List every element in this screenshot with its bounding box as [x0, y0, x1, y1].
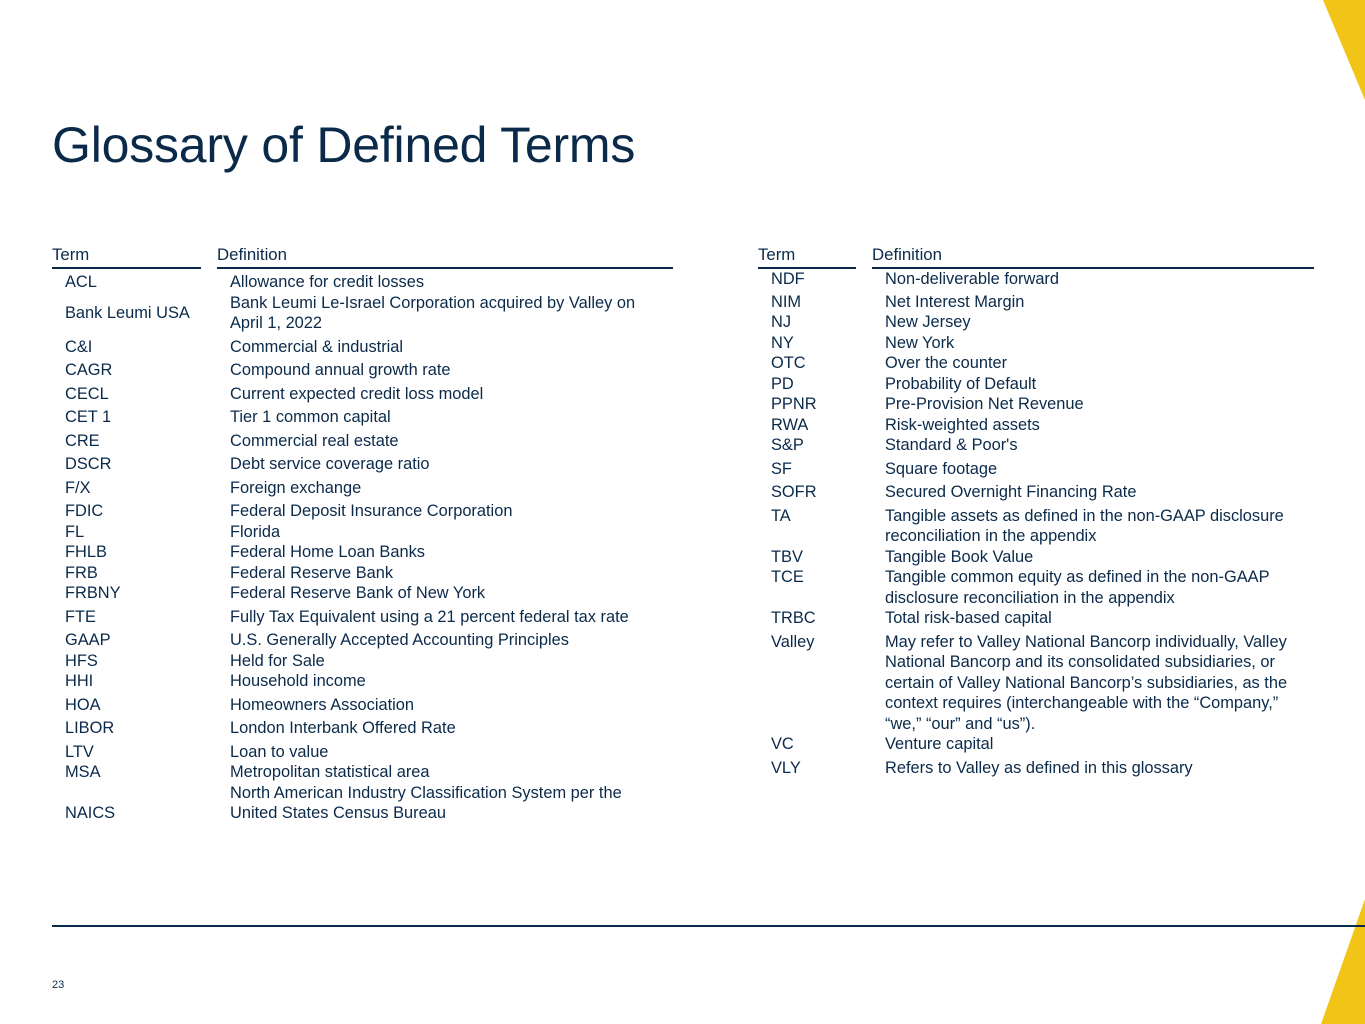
definition-cell: Fully Tax Equivalent using a 21 percent federal tax rate — [230, 607, 629, 626]
glossary-row-hoa — [52, 692, 673, 716]
term-cell: TBV — [771, 547, 803, 566]
term-cell: FHLB — [65, 543, 107, 561]
glossary-row-hhi — [52, 671, 673, 692]
definition-cell: New York — [885, 333, 955, 352]
glossary-row-fx — [52, 475, 673, 499]
term-cell: TA — [771, 506, 791, 525]
term-column-header: Term — [52, 245, 201, 269]
term-cell: GAAP — [65, 631, 111, 649]
term-cell: SF — [771, 459, 792, 478]
definition-cell: Over the counter — [885, 354, 1008, 372]
definition-cell: Risk-weighted assets — [885, 415, 1040, 434]
term-cell: HHI — [65, 672, 94, 690]
term-cell: HOA — [65, 695, 101, 714]
accent-corner-top — [1323, 0, 1365, 100]
glossary-row-fhlb — [52, 542, 673, 563]
definition-cell: Federal Home Loan Banks — [230, 543, 425, 561]
glossary-row-otc — [758, 353, 1314, 374]
glossary-table-left — [52, 245, 673, 824]
footer-divider — [52, 925, 1365, 927]
glossary-row-ta — [758, 503, 1314, 547]
term-cell: SOFR — [771, 483, 817, 501]
term-cell: VC — [771, 735, 794, 753]
glossary-row-cre — [52, 428, 673, 452]
term-cell: NAICS — [65, 804, 116, 822]
term-cell: FRB — [65, 563, 98, 582]
definition-cell: North American Industry Classification System per the United States Census Bureau — [230, 783, 622, 822]
glossary-row-fl — [52, 522, 673, 543]
definition-cell: Pre-Provision Net Revenue — [885, 395, 1084, 413]
glossary-row-sf — [758, 456, 1314, 480]
term-cell: CRE — [65, 431, 100, 450]
term-cell: CET 1 — [65, 408, 112, 426]
definition-cell: Held for Sale — [230, 651, 325, 670]
glossary-row-cecl — [52, 381, 673, 405]
glossary-row-pd — [758, 374, 1314, 395]
glossary-row-cagr — [52, 357, 673, 381]
glossary-row-tbv — [758, 547, 1314, 568]
glossary-row-gaap — [52, 627, 673, 651]
table-header — [758, 245, 1314, 269]
term-cell: FDIC — [65, 502, 104, 520]
definition-cell: Standard & Poor's — [885, 436, 1018, 454]
definition-cell: Compound annual growth rate — [230, 361, 451, 379]
definition-cell: Allowance for credit losses — [230, 273, 425, 291]
definition-cell: New Jersey — [885, 313, 971, 331]
definition-cell: Current expected credit loss model — [230, 384, 484, 403]
definition-cell: London Interbank Offered Rate — [230, 719, 456, 737]
definition-cell: Debt service coverage ratio — [230, 455, 430, 473]
term-cell: ACL — [65, 273, 97, 291]
term-cell: PD — [771, 374, 794, 393]
definition-cell: Tangible Book Value — [885, 547, 1034, 566]
glossary-row-cet1 — [52, 404, 673, 428]
glossary-row-acl — [52, 269, 673, 293]
definition-cell: Refers to Valley as defined in this glossary — [885, 758, 1193, 777]
definition-cell: Square footage — [885, 459, 998, 478]
term-cell: OTC — [771, 354, 806, 372]
term-cell: CAGR — [65, 361, 113, 379]
term-cell: C&I — [65, 337, 93, 356]
term-cell: RWA — [771, 415, 809, 434]
definition-cell: Federal Reserve Bank — [230, 563, 394, 582]
definition-cell: Loan to value — [230, 742, 329, 761]
term-cell: FTE — [65, 607, 96, 626]
definition-cell: Homeowners Association — [230, 695, 415, 714]
glossary-row-msa — [52, 762, 673, 783]
term-cell: VLY — [771, 758, 801, 777]
term-cell: HFS — [65, 651, 98, 670]
glossary-row-ny — [758, 333, 1314, 354]
glossary-row-fdic — [52, 498, 673, 522]
glossary-row-vly — [758, 755, 1314, 779]
definition-cell: Total risk-based capital — [885, 609, 1052, 627]
term-cell: NY — [771, 333, 794, 352]
term-column-header: Term — [758, 245, 856, 269]
page-number: 23 — [52, 979, 65, 991]
glossary-table-right — [758, 245, 1314, 778]
glossary-row-naics — [52, 783, 673, 824]
glossary-row-bank-leumi-usa — [52, 293, 673, 334]
glossary-row-valley — [758, 629, 1314, 735]
term-cell: NDF — [771, 270, 805, 288]
definition-cell: Foreign exchange — [230, 478, 362, 497]
definition-cell: Tangible common equity as defined in the non-GAAP disclosure reconciliation in the appendix — [885, 568, 1270, 607]
term-cell: LTV — [65, 742, 94, 761]
glossary-row-nim — [758, 292, 1314, 313]
term-cell: Bank Leumi USA — [65, 303, 190, 322]
definition-cell: U.S. Generally Accepted Accounting Principles — [230, 631, 569, 649]
glossary-row-rwa — [758, 415, 1314, 436]
definition-cell: Net Interest Margin — [885, 292, 1025, 311]
accent-corner-bottom — [1321, 899, 1365, 1024]
glossary-row-c-and-i — [52, 334, 673, 358]
glossary-row-vc — [758, 734, 1314, 755]
glossary-row-s-and-p — [758, 435, 1314, 456]
glossary-row-frb — [52, 563, 673, 584]
glossary-row-frbny — [52, 583, 673, 604]
definition-cell: May refer to Valley National Bancorp individually, Valley National Bancorp and its consolidated subsidiaries, or certain of Valley National Bancorp’s subsidiaries, as the context requires (interchangeable with the “Company,” “we,” “our” and “us”). — [885, 632, 1288, 733]
glossary-row-hfs — [52, 651, 673, 672]
definition-column-header: Definition — [872, 245, 1314, 269]
glossary-row-ppnr — [758, 394, 1314, 415]
definition-cell: Federal Deposit Insurance Corporation — [230, 502, 513, 520]
glossary-row-libor — [52, 715, 673, 739]
glossary-row-ltv — [52, 739, 673, 763]
definition-cell: Non-deliverable forward — [885, 270, 1060, 288]
term-cell: MSA — [65, 763, 101, 781]
term-cell: NIM — [771, 292, 802, 311]
definition-cell: Commercial real estate — [230, 431, 399, 450]
definition-cell: Commercial & industrial — [230, 337, 404, 356]
term-cell: LIBOR — [65, 719, 115, 737]
definition-cell: Secured Overnight Financing Rate — [885, 483, 1137, 501]
term-cell: DSCR — [65, 455, 112, 473]
term-cell: TCE — [771, 568, 804, 586]
term-cell: S&P — [771, 436, 804, 454]
definition-cell: Tangible assets as defined in the non-GAAP disclosure reconciliation in the appendix — [885, 506, 1284, 545]
definition-cell: Metropolitan statistical area — [230, 763, 430, 781]
definition-cell: Florida — [230, 522, 281, 541]
term-cell: F/X — [65, 478, 91, 497]
term-cell: Valley — [771, 632, 815, 651]
page-title: Glossary of Defined Terms — [52, 117, 636, 173]
definition-cell: Tier 1 common capital — [230, 408, 391, 426]
definition-cell: Probability of Default — [885, 374, 1037, 393]
term-cell: TRBC — [771, 609, 816, 627]
definition-cell: Bank Leumi Le-Israel Corporation acquired by Valley on April 1, 2022 — [230, 293, 636, 332]
term-cell: FRBNY — [65, 584, 121, 602]
glossary-row-sofr — [758, 479, 1314, 503]
definition-column-header: Definition — [217, 245, 673, 269]
definition-cell: Household income — [230, 672, 366, 690]
table-header — [52, 245, 673, 269]
term-cell: FL — [65, 522, 85, 541]
glossary-row-nj — [758, 312, 1314, 333]
glossary-row-fte — [52, 604, 673, 628]
definition-cell: Venture capital — [885, 735, 994, 753]
glossary-row-dscr — [52, 451, 673, 475]
glossary-row-trbc — [758, 608, 1314, 629]
glossary-row-ndf — [758, 269, 1314, 290]
term-cell: NJ — [771, 313, 792, 331]
definition-cell: Federal Reserve Bank of New York — [230, 584, 486, 602]
glossary-row-tce — [758, 567, 1314, 608]
term-cell: CECL — [65, 384, 109, 403]
term-cell: PPNR — [771, 395, 817, 413]
